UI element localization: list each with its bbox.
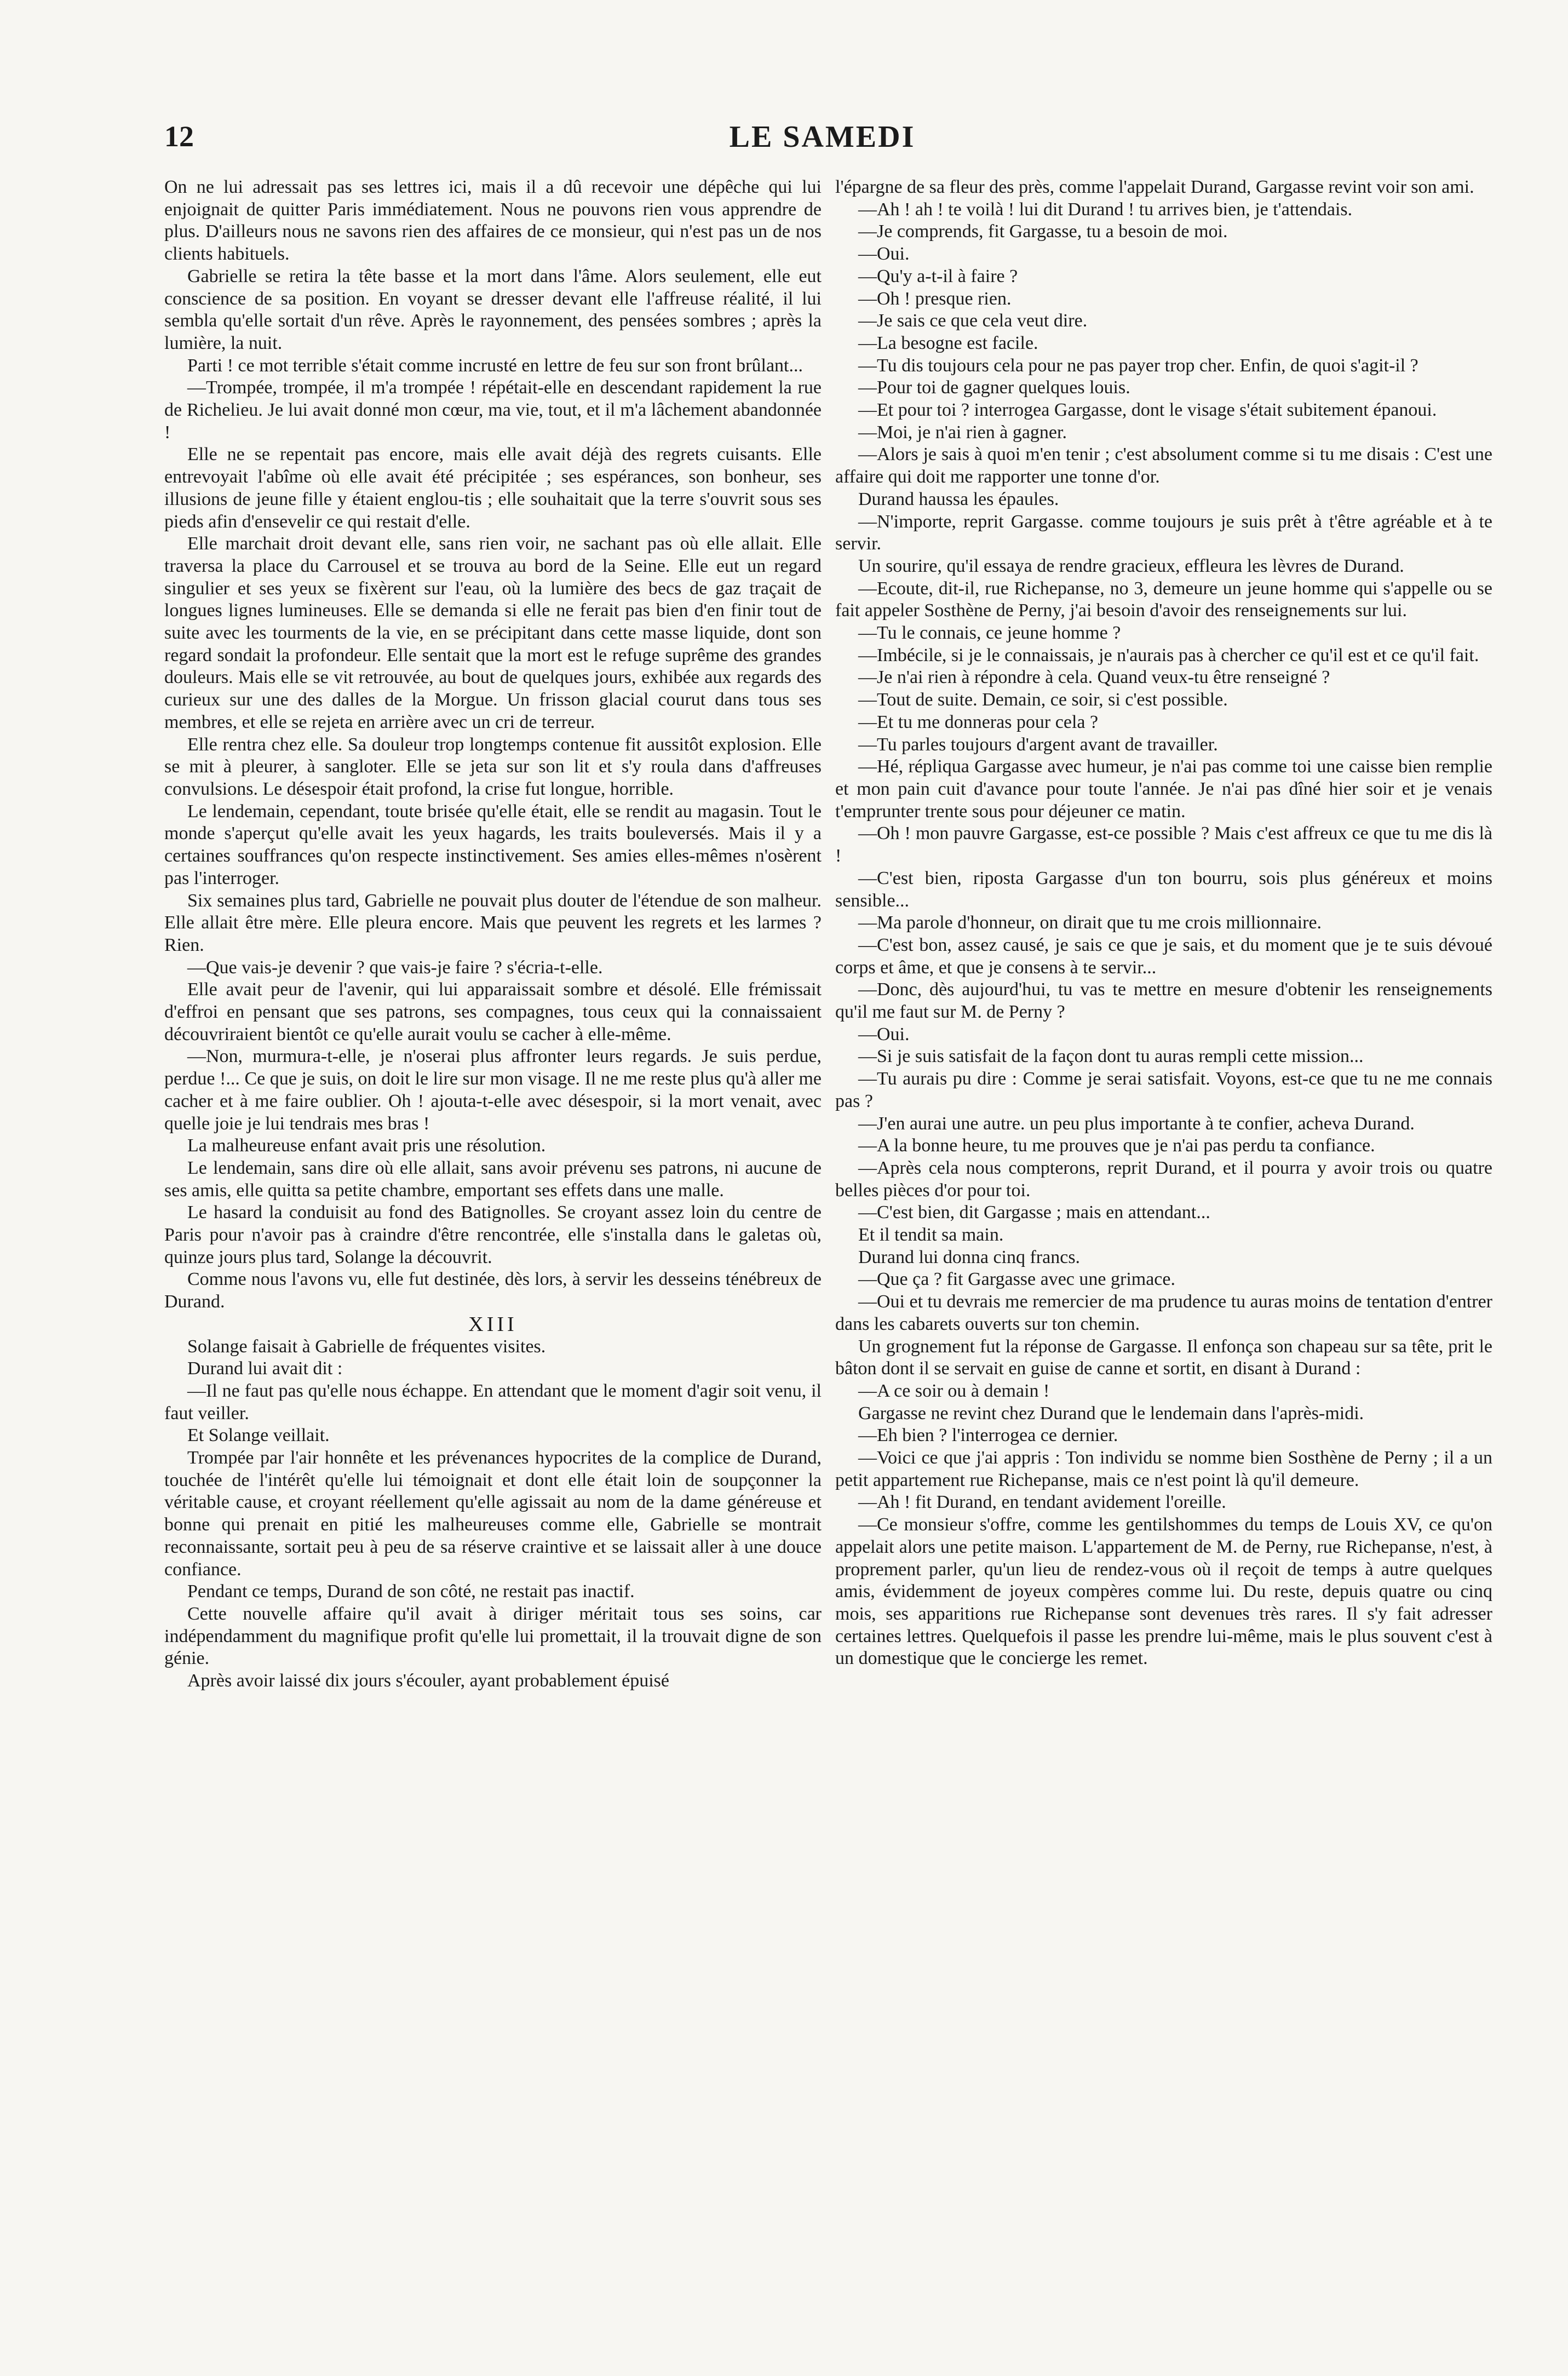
paragraph: —Eh bien ? l'interrogea ce dernier. — [858, 1425, 1118, 1446]
paragraph: —A la bonne heure, tu me prouves que je n'ai pas perdu ta confiance. — [858, 1135, 1375, 1156]
paragraph: —Je n'ai rien à répondre à cela. Quand veux-tu être renseigné ? — [858, 667, 1330, 688]
paragraph: Elle rentra chez elle. Sa douleur trop longtemps contenue fit aussitôt explosion. Elle se mit à pleurer, à sangloter. Elle se jeta sur son lit et s'y roula dans d'affreuses convulsions. Le désespoir était profond, la crise fut longue, horrible. — [164, 734, 822, 799]
paragraph: —Alors je sais à quoi m'en tenir ; c'est absolument comme si tu me disais : C'est une affaire qui doit me rapporter une tonne d'or. — [835, 444, 1492, 487]
paragraph: Le lendemain, cependant, toute brisée qu'elle était, elle se rendit au magasin. Tout le monde s'aperçut qu'elle avait les yeux hagards, les traits bouleversés. Mais il y a certaines souffrances qu'on respecte instinctivement. Ses amies elles-mêmes n'osèrent pas l'interroger. — [164, 801, 822, 888]
paragraph: Six semaines plus tard, Gabrielle ne pouvait plus douter de l'étendue de son malheur. Elle allait être mère. Elle pleura encore. Mais que peuvent les regrets et les larmes ? Rien. — [164, 890, 822, 955]
paragraph: —Ah ! ah ! te voilà ! lui dit Durand ! tu arrives bien, je t'attendais. — [858, 199, 1353, 220]
paragraph: —Tu aurais pu dire : Comme je serai satisfait. Voyons, est-ce que tu ne me connais pas ? — [835, 1069, 1492, 1111]
paragraph: Le lendemain, sans dire où elle allait, sans avoir prévenu ses patrons, ni aucune de ses amis, elle quitta sa petite chambre, emportant ses effets dans une malle. — [164, 1157, 822, 1201]
paragraph: Après avoir laissé dix jours s'écouler, ayant probablement épuisé — [187, 1671, 669, 1691]
paragraph: —La besogne est facile. — [858, 332, 1038, 353]
paragraph: Gabrielle se retira la tête basse et la mort dans l'âme. Alors seulement, elle eut conscience de sa position. En voyant se dresser devant elle l'affreuse réalité, il lui sembla qu'elle sortait d'un rêve. Après le rayonnement, des pensées sombres ; après la lumière, la nuit. — [164, 266, 822, 353]
paragraph: Durand lui avait dit : — [187, 1358, 343, 1379]
paragraph: Pendant ce temps, Durand de son côté, ne restait pas inactif. — [187, 1581, 635, 1602]
paragraph: —Moi, je n'ai rien à gagner. — [858, 422, 1067, 443]
paragraph: —N'importe, reprit Gargasse. comme toujours je suis prêt à t'être agréable et à te servir. — [835, 511, 1492, 554]
journal-title: LE SAMEDI — [729, 120, 916, 154]
paragraph: —Tu le connais, ce jeune homme ? — [858, 623, 1121, 644]
paragraph: Comme nous l'avons vu, elle fut destinée, dès lors, à servir les desseins ténébreux de Durand. — [164, 1269, 822, 1312]
paragraph: —Oui et tu devrais me remercier de ma prudence tu auras moins de tentation d'entrer dans les cabarets ouverts sur ton chemin. — [835, 1292, 1492, 1334]
paragraph: l'épargne de sa fleur des près, comme l'appelait Durand, Gargasse revint voir son ami. — [835, 177, 1474, 197]
paragraph: —A ce soir ou à demain ! — [858, 1380, 1050, 1401]
paragraph: —Tu parles toujours d'argent avant de travailler. — [858, 734, 1218, 755]
paragraph: —Qu'y a-t-il à faire ? — [858, 266, 1018, 286]
paragraph: —Non, murmura-t-elle, je n'oserai plus affronter leurs regards. Je suis perdue, perdue !... Ce que je suis, on doit le lire sur mon visage. Il ne me reste plus qu'à aller me cacher et à me faire oublier. Oh ! ajouta-t-elle avec désespoir, si la mort venait, avec quelle joie je lui tendrais mes bras ! — [164, 1046, 822, 1134]
paragraph: Un sourire, qu'il essaya de rendre gracieux, effleura les lèvres de Durand. — [858, 555, 1404, 576]
paragraph: —Que vais-je devenir ? que vais-je faire ? s'écria-t-elle. — [187, 957, 603, 978]
paragraph: Un grognement fut la réponse de Gargasse. Il enfonça son chapeau sur sa tête, prit le bâton dont il se servait en guise de canne et sortit, en disant à Durand : — [835, 1336, 1492, 1379]
paragraph: Solange faisait à Gabrielle de fréquentes visites. — [187, 1336, 546, 1357]
paragraph: —Imbécile, si je le connaissais, je n'aurais pas à chercher ce qu'il est et ce qu'il fait. — [858, 645, 1479, 665]
paragraph: —Oh ! presque rien. — [858, 288, 1012, 309]
paragraph: —Donc, dès aujourd'hui, tu vas te mettre en mesure d'obtenir les renseignements qu'il me faut sur M. de Perny ? — [835, 979, 1492, 1023]
paragraph: —Il ne faut pas qu'elle nous échappe. En attendant que le moment d'agir soit venu, il faut veiller. — [164, 1380, 822, 1424]
paragraph: —Et tu me donneras pour cela ? — [858, 711, 1099, 732]
paragraph: —Oui. — [858, 1024, 910, 1044]
paragraph: —Voici ce que j'ai appris : Ton individu se nomme bien Sosthène de Perny ; il a un petit appartement rue Richepanse, mais ce n'est point là qu'il demeure. — [835, 1448, 1492, 1490]
right-column — [835, 176, 1492, 1670]
paragraph: Et Solange veillait. — [187, 1425, 330, 1446]
paragraph: —Trompée, trompée, il m'a trompée ! répétait-elle en descendant rapidement la rue de Richelieu. Je lui avait donné mon cœur, ma vie, tout, et il m'a lâchement abandonnée ! — [164, 377, 822, 443]
paragraph: —Je sais ce que cela veut dire. — [858, 311, 1088, 331]
paragraph: Elle marchait droit devant elle, sans rien voir, ne sachant pas où elle allait. Elle traversa la place du Carrousel et se trouva au bord de la Seine. Elle eut un regard singulier et ses yeux se fixèrent sur l'eau, où la lumière des becs de gaz traçait de longues lignes lumineuses. Elle se demanda si elle ne ferait pas bien d'en finir tout de suite avec les tourments de la vie, en se précipitant dans cette masse liquide, dont son regard sondait la profondeur. Elle sentait que la mort est le refuge suprême des grandes douleurs. Mais elle se vit retrouvée, au bout de quelques jours, exhibée aux regards des curieux sur une des dalles de la Morgue. Un frisson glacial courut dans tous ses membres, et elle se rejeta en arrière avec un cri de terreur. — [164, 533, 822, 732]
paragraph: —Hé, répliqua Gargasse avec humeur, je n'ai pas comme toi une caisse bien remplie et mon pain cuit d'avance pour toute l'année. Je n'ai pas dîné hier soir et je venais t'emprunter trente sous pour déjeuner ce matin. — [835, 756, 1492, 822]
paragraph: —Ecoute, dit-il, rue Richepanse, no 3, demeure un jeune homme qui s'appelle ou se fait appeler Sosthène de Perny, j'ai besoin d'avoir des renseignements sur lui. — [835, 578, 1492, 621]
paragraph: —Je comprends, fit Gargasse, tu a besoin de moi. — [858, 221, 1228, 242]
paragraph: —Tu dis toujours cela pour ne pas payer trop cher. Enfin, de quoi s'agit-il ? — [858, 355, 1418, 376]
paragraph: —Que ça ? fit Gargasse avec une grimace. — [858, 1269, 1175, 1290]
paragraph: Durand haussa les épaules. — [858, 489, 1059, 509]
paragraph: —Ma parole d'honneur, on dirait que tu me crois millionnaire. — [858, 912, 1322, 933]
page-number: 12 — [164, 120, 194, 153]
paragraph: —C'est bon, assez causé, je sais ce que je sais, et du moment que je te suis dévoué corps et âme, et que je consens à te servir... — [835, 934, 1492, 978]
paragraph: Et il tendit sa main. — [858, 1225, 1004, 1246]
paragraph: —Oh ! mon pauvre Gargasse, est-ce possible ? Mais c'est affreux ce que tu me dis là ! — [835, 823, 1492, 866]
paragraph: —Et pour toi ? interrogea Gargasse, dont le visage s'était subitement épanoui. — [858, 400, 1437, 421]
paragraph: —Après cela nous compterons, reprit Durand, et il pourra y avoir trois ou quatre belles pièces d'or pour toi. — [835, 1157, 1492, 1201]
paragraph: Durand lui donna cinq francs. — [858, 1247, 1081, 1267]
left-column — [164, 176, 822, 1692]
paragraph: Cette nouvelle affaire qu'il avait à diriger méritait tous ses soins, car indépendamment du magnifique profit qu'elle lui promettait, il la trouvait digne de son génie. — [164, 1604, 822, 1669]
paragraph: —Ce monsieur s'offre, comme les gentilshommes du temps de Louis XV, ce qu'on appelait alors une petite maison. L'appartement de M. de Perny, rue Richepanse, n'est, à proprement parler, qu'un lieu de rendez-vous où il reçoit de temps à autre quelques amis, évidemment de joyeux compères comme lui. Du reste, depuis quatre ou cinq mois, ses apparitions rue Richepanse sont devenues très rares. Il s'y fait adresser certaines lettres. Quelquefois il passe les prendre lui-même, mais le plus souvent c'est à un domestique que le concierge les remet. — [835, 1514, 1492, 1669]
paragraph: —Tout de suite. Demain, ce soir, si c'est possible. — [858, 690, 1228, 710]
paragraph: Trompée par l'air honnête et les prévenances hypocrites de la complice de Durand, touchée de l'intérêt qu'elle lui témoignait et dont elle était loin de soupçonner la véritable cause, et croyant réellement qu'elle agissait au nom de la dame généreuse et bonne qui prenait en pitié les malheureuses comme elle, Gabrielle se montrait reconnaissante, sortait peu à peu de sa réserve craintive et se laissait aller à une douce confiance. — [164, 1448, 822, 1580]
paragraph: —C'est bien, dit Gargasse ; mais en attendant... — [858, 1202, 1210, 1223]
paragraph: La malheureuse enfant avait pris une résolution. — [187, 1135, 546, 1156]
paragraph: —Pour toi de gagner quelques louis. — [858, 377, 1130, 398]
paragraph: Elle avait peur de l'avenir, qui lui apparaissait sombre et désolé. Elle frémissait d'effroi en pensant que ses patrons, ses compagnes, tous ceux qui la connaissaient découvriraient bientôt ce qu'elle aurait voulu se cacher à elle-même. — [164, 979, 822, 1044]
paragraph: On ne lui adressait pas ses lettres ici, mais il a dû recevoir une dépêche qui lui enjoignait de quitter Paris immédiatement. Nous ne pouvons rien vous apprendre de plus. D'ailleurs nous ne savons rien des affaires de ce monsieur, qui n'est pas un de nos clients habituels. — [164, 177, 822, 265]
paragraph: —C'est bien, riposta Gargasse d'un ton bourru, sois plus généreux et moins sensible... — [835, 868, 1492, 911]
paragraph: Le hasard la conduisit au fond des Batignolles. Se croyant assez loin du centre de Paris pour n'avoir pas à craindre d'être rencontrée, elle s'installa dans le galetas où, quinze jours plus tard, Solange la découvrit. — [164, 1202, 822, 1267]
paragraph: —Ah ! fit Durand, en tendant avidement l'oreille. — [858, 1492, 1226, 1513]
page-header — [164, 119, 1480, 158]
section-heading: XIII — [468, 1312, 518, 1336]
paragraph: Elle ne se repentait pas encore, mais elle avait déjà des regrets cuisants. Elle entrevoyait l'abîme où elle avait été précipitée ; ses espérances, son bonheur, ses illusions de jeune fille y étaient englou-tis ; elle souhaitait que la terre s'ouvrit sous ses pieds afin d'ensevelir ce qui restait d'elle. — [164, 444, 822, 532]
paragraph: Gargasse ne revint chez Durand que le lendemain dans l'après-midi. — [858, 1403, 1364, 1424]
paragraph: —Oui. — [858, 244, 910, 265]
paragraph: —Si je suis satisfait de la façon dont tu auras rempli cette mission... — [858, 1046, 1364, 1067]
paragraph: —J'en aurai une autre. un peu plus importante à te confier, acheva Durand. — [858, 1113, 1415, 1134]
paragraph: Parti ! ce mot terrible s'était comme incrusté en lettre de feu sur son front brûlant... — [187, 355, 803, 376]
